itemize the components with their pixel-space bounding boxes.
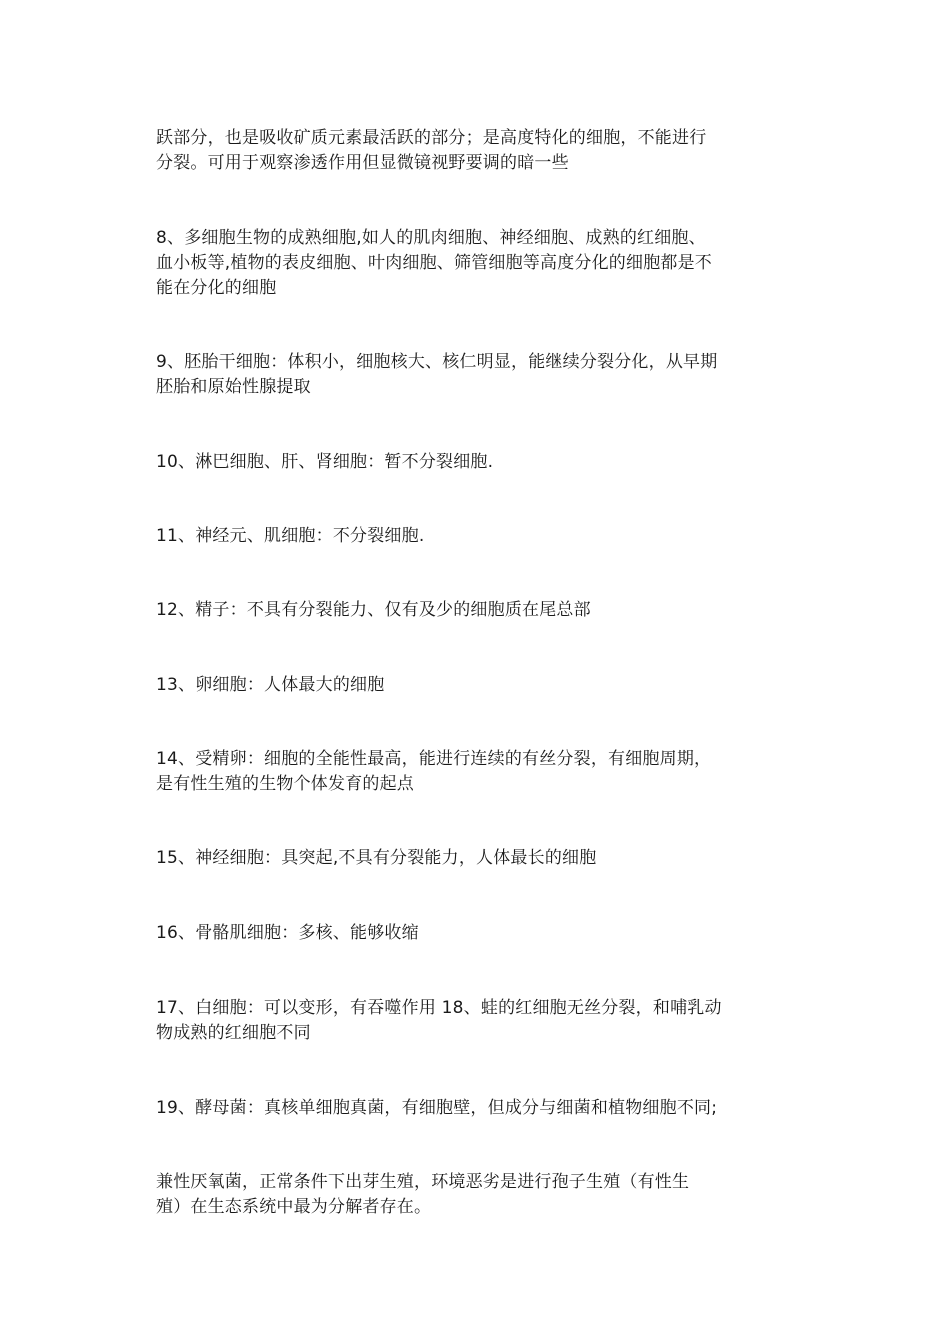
paragraph-item-13 [156,673,798,698]
text-line: 血小板等,植物的表皮细胞、叶肉细胞、筛管细胞等高度分化的细胞都是不 [156,253,713,273]
text-line: 是有性生殖的生物个体发育的起点 [156,774,414,794]
text-line: 能在分化的细胞 [156,278,277,298]
text-line: 殖）在生态系统中最为分解者存在。 [156,1197,432,1217]
text-line: 胚胎和原始性腺提取 [156,377,311,397]
text-line: 10、淋巴细胞、肝、肾细胞：暂不分裂细胞. [156,452,494,472]
text-line: 12、精子：不具有分裂能力、仅有及少的细胞质在尾总部 [156,600,591,620]
text-line: 15、神经细胞：具突起,不具有分裂能力，人体最长的细胞 [156,848,597,868]
text-line: 分裂。可用于观察渗透作用但显微镜视野要调的暗一些 [156,153,569,173]
text-line: 16、骨骼肌细胞：多核、能够收缩 [156,923,419,943]
text-line: 9、胚胎干细胞：体积小，细胞核大、核仁明显，能继续分裂分化，从早期 [156,352,718,372]
paragraph-item-19 [156,1096,798,1121]
paragraph-item-17-18 [156,996,798,1046]
text-line: 兼性厌氧菌，正常条件下出芽生殖，环境恶劣是进行孢子生殖（有性生 [156,1172,690,1192]
paragraph-item-12 [156,598,798,623]
paragraph-yeast-continued [156,1170,798,1220]
text-line: 19、酵母菌：真核单细胞真菌，有细胞壁，但成分与细菌和植物细胞不同; [156,1098,718,1118]
paragraph-item-11 [156,524,798,549]
paragraph-root-hair-cell [156,126,798,176]
text-line: 17、白细胞：可以变形，有吞噬作用 18、蛙的红细胞无丝分裂，和哺乳动 [156,998,722,1018]
paragraph-item-10 [156,450,798,475]
paragraph-item-8 [156,226,798,301]
text-line: 11、神经元、肌细胞：不分裂细胞. [156,526,425,546]
text-line: 物成熟的红细胞不同 [156,1023,311,1043]
text-line: 跃部分，也是吸收矿质元素最活跃的部分；是高度特化的细胞，不能进行 [156,128,707,148]
text-line: 13、卵细胞：人体最大的细胞 [156,675,385,695]
text-line: 8、多细胞生物的成熟细胞,如人的肌肉细胞、神经细胞、成熟的红细胞、 [156,228,706,248]
paragraph-item-15 [156,846,798,871]
paragraph-item-16 [156,921,798,946]
text-line: 14、受精卵：细胞的全能性最高，能进行连续的有丝分裂，有细胞周期， [156,749,712,769]
paragraph-item-14 [156,747,798,797]
paragraph-item-9 [156,350,798,400]
